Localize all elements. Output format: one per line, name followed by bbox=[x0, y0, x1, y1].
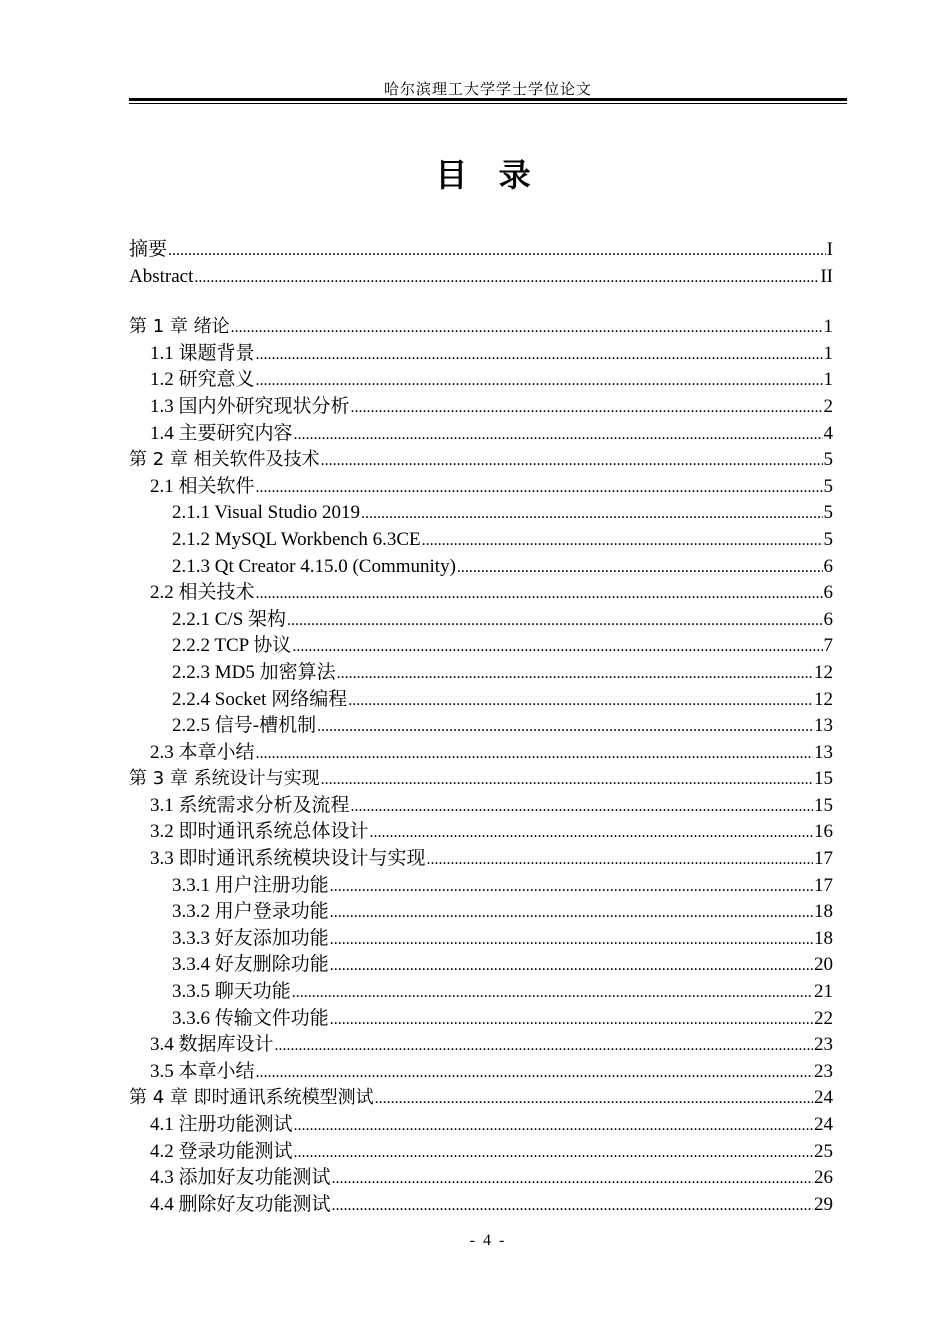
toc-page-number: 5 bbox=[823, 449, 833, 471]
toc-entry-title: 3.2 即时通讯系统总体设计 bbox=[150, 821, 369, 843]
toc-page-number: 6 bbox=[823, 582, 833, 604]
toc-dot-leader bbox=[292, 980, 813, 1007]
toc-entry[interactable] bbox=[129, 1192, 833, 1219]
toc-dot-leader bbox=[256, 741, 813, 768]
toc-entry-title: 2.2.3 MD5 加密算法 bbox=[172, 661, 336, 683]
toc-entry[interactable] bbox=[129, 474, 833, 501]
toc-entry[interactable] bbox=[129, 1139, 833, 1166]
toc-dot-leader bbox=[361, 501, 823, 528]
toc-entry[interactable] bbox=[129, 394, 833, 421]
toc-dot-leader bbox=[457, 555, 823, 582]
toc-page-number: 12 bbox=[814, 688, 833, 710]
toc-page-number: 22 bbox=[814, 1007, 833, 1029]
toc-page-number: 26 bbox=[814, 1167, 833, 1189]
toc-dot-leader bbox=[194, 265, 819, 292]
toc-entry-title: 3.3.4 好友删除功能 bbox=[172, 954, 329, 976]
toc-entry-title: 1.2 研究意义 bbox=[150, 369, 255, 391]
toc-chapter-entry[interactable] bbox=[129, 314, 833, 341]
toc-page-number: 2 bbox=[823, 395, 833, 417]
toc-page-number: 29 bbox=[814, 1193, 833, 1215]
toc-entry-title: 3.3.5 聊天功能 bbox=[172, 981, 291, 1003]
toc-dot-leader bbox=[351, 395, 823, 422]
toc-entry-title: 摘要 bbox=[129, 239, 168, 260]
toc-entry[interactable] bbox=[129, 1032, 833, 1059]
table-of-contents bbox=[129, 237, 833, 1218]
toc-entry[interactable] bbox=[129, 793, 833, 820]
toc-entry-title: 3.1 系统需求分析及流程 bbox=[150, 794, 350, 816]
toc-dot-leader bbox=[287, 608, 822, 635]
toc-entry[interactable] bbox=[129, 264, 833, 291]
toc-page-number: 18 bbox=[814, 901, 833, 923]
toc-entry-title: 3.3.6 传输文件功能 bbox=[172, 1007, 329, 1029]
toc-entry-title: 3.3.1 用户注册功能 bbox=[172, 874, 329, 896]
toc-dot-leader bbox=[351, 794, 813, 821]
toc-entry-title: 第 4 章 即时通讯系统模型测试 bbox=[129, 1087, 374, 1109]
page-title: 目 录 bbox=[435, 156, 541, 194]
toc-page-number: 15 bbox=[814, 768, 833, 790]
toc-dot-leader bbox=[256, 342, 823, 369]
toc-entry-title: 第 1 章 绪论 bbox=[129, 316, 230, 338]
toc-entry[interactable] bbox=[129, 926, 833, 953]
toc-entry-title: 4.1 注册功能测试 bbox=[150, 1114, 293, 1135]
toc-page-number: 5 bbox=[823, 502, 833, 524]
toc-page-number: 20 bbox=[814, 954, 833, 976]
toc-dot-leader bbox=[375, 1086, 813, 1113]
toc-dot-leader bbox=[294, 1140, 813, 1167]
toc-entry[interactable] bbox=[129, 237, 833, 264]
toc-entry[interactable] bbox=[129, 873, 833, 900]
toc-entry[interactable] bbox=[129, 660, 833, 687]
toc-page-number: 7 bbox=[823, 635, 833, 657]
toc-dot-leader bbox=[330, 874, 813, 901]
toc-dot-leader bbox=[275, 1033, 813, 1060]
toc-dot-leader bbox=[370, 820, 813, 847]
page-number-footer: - 4 - bbox=[469, 1232, 507, 1249]
header-rule-thin bbox=[129, 103, 847, 104]
toc-chapter-entry[interactable] bbox=[129, 766, 833, 793]
toc-entry[interactable] bbox=[129, 554, 833, 581]
toc-entry-title: 2.2.5 信号-槽机制 bbox=[172, 715, 317, 737]
toc-dot-leader bbox=[321, 448, 823, 475]
toc-dot-leader bbox=[422, 528, 823, 555]
toc-chapter-entry[interactable] bbox=[129, 447, 833, 474]
toc-entry[interactable] bbox=[129, 952, 833, 979]
toc-dot-leader bbox=[317, 714, 813, 741]
toc-page-number: 18 bbox=[814, 927, 833, 949]
toc-entry[interactable] bbox=[129, 1006, 833, 1033]
toc-page-number: II bbox=[820, 265, 833, 287]
toc-dot-leader bbox=[332, 1166, 813, 1193]
toc-entry-title: 1.4 主要研究内容 bbox=[150, 422, 293, 444]
toc-page-number: 13 bbox=[814, 715, 833, 737]
toc-page-number: 12 bbox=[814, 661, 833, 683]
toc-entry[interactable] bbox=[129, 500, 833, 527]
toc-entry-title: Abstract bbox=[129, 265, 194, 287]
toc-page-number: 1 bbox=[823, 369, 833, 391]
toc-page-number: 17 bbox=[814, 874, 833, 896]
toc-entry[interactable] bbox=[129, 819, 833, 846]
toc-entry-title: 4.4 删除好友功能测试 bbox=[150, 1193, 331, 1215]
toc-page-number: I bbox=[826, 239, 833, 260]
toc-page-number: 23 bbox=[814, 1034, 833, 1056]
toc-entry-title: 3.5 本章小结 bbox=[150, 1060, 255, 1082]
toc-entry[interactable] bbox=[129, 740, 833, 767]
toc-entry-title: 4.2 登录功能测试 bbox=[150, 1140, 293, 1162]
toc-entry-title: 2.1 相关软件 bbox=[150, 475, 255, 497]
toc-dot-leader bbox=[332, 1193, 813, 1220]
toc-dot-leader bbox=[337, 661, 813, 688]
toc-entry-title: 2.2.1 C/S 架构 bbox=[172, 608, 287, 630]
toc-page-number: 13 bbox=[814, 741, 833, 763]
toc-entry-title: 2.2.4 Socket 网络编程 bbox=[172, 688, 348, 710]
toc-dot-leader bbox=[330, 1007, 813, 1034]
toc-dot-leader bbox=[256, 475, 823, 502]
toc-entry-title: 1.3 国内外研究现状分析 bbox=[150, 395, 350, 417]
toc-page-number: 24 bbox=[814, 1114, 833, 1135]
toc-page-number: 1 bbox=[823, 316, 833, 338]
running-header: 哈尔滨理工大学学士学位论文 bbox=[383, 82, 592, 98]
toc-entry[interactable] bbox=[129, 899, 833, 926]
toc-dot-leader bbox=[330, 953, 813, 980]
toc-page-number: 24 bbox=[814, 1087, 833, 1109]
toc-entry-title: 2.1.2 MySQL Workbench 6.3CE bbox=[172, 528, 421, 550]
toc-page-number: 16 bbox=[814, 821, 833, 843]
toc-dot-leader bbox=[256, 1060, 813, 1087]
toc-entry[interactable] bbox=[129, 341, 833, 368]
toc-dot-leader bbox=[321, 767, 813, 794]
toc-page-number: 21 bbox=[814, 981, 833, 1003]
toc-entry[interactable] bbox=[129, 687, 833, 714]
toc-chapter-entry[interactable] bbox=[129, 1085, 833, 1112]
toc-page-number: 5 bbox=[823, 475, 833, 497]
toc-entry[interactable] bbox=[129, 633, 833, 660]
toc-entry[interactable] bbox=[129, 421, 833, 448]
toc-dot-leader bbox=[292, 634, 822, 661]
toc-dot-leader bbox=[330, 900, 813, 927]
toc-entry[interactable] bbox=[129, 367, 833, 394]
toc-page-number: 5 bbox=[823, 528, 833, 550]
toc-dot-leader bbox=[427, 847, 813, 874]
toc-dot-leader bbox=[256, 581, 823, 608]
toc-entry-title: 2.2.2 TCP 协议 bbox=[172, 635, 292, 657]
toc-dot-leader bbox=[348, 688, 813, 715]
toc-page-number: 15 bbox=[814, 794, 833, 816]
toc-page-number: 23 bbox=[814, 1060, 833, 1082]
toc-dot-leader bbox=[231, 315, 823, 342]
toc-entry-title: 3.3 即时通讯系统模块设计与实现 bbox=[150, 848, 426, 870]
toc-entry-title: 第 3 章 系统设计与实现 bbox=[129, 768, 320, 790]
toc-page-number: 1 bbox=[823, 342, 833, 364]
toc-entry[interactable] bbox=[129, 1112, 833, 1139]
toc-entry-title: 第 2 章 相关软件及技术 bbox=[129, 449, 320, 471]
toc-entry[interactable] bbox=[129, 607, 833, 634]
toc-entry[interactable] bbox=[129, 713, 833, 740]
toc-page-number: 6 bbox=[823, 608, 833, 630]
toc-entry-title: 1.1 课题背景 bbox=[150, 342, 255, 364]
toc-entry-title: 3.3.2 用户登录功能 bbox=[172, 901, 329, 923]
toc-entry[interactable] bbox=[129, 1059, 833, 1086]
header-rule-thick bbox=[129, 98, 847, 101]
toc-entry[interactable] bbox=[129, 1165, 833, 1192]
toc-page-number: 6 bbox=[823, 555, 833, 577]
toc-entry-title: 2.2 相关技术 bbox=[150, 582, 255, 604]
toc-dot-leader bbox=[168, 238, 826, 265]
toc-dot-leader bbox=[330, 927, 813, 954]
toc-entry-title: 3.4 数据库设计 bbox=[150, 1034, 274, 1056]
toc-entry[interactable] bbox=[129, 527, 833, 554]
toc-entry-title: 2.1.3 Qt Creator 4.15.0 (Community) bbox=[172, 555, 456, 577]
toc-entry-title: 2.1.1 Visual Studio 2019 bbox=[172, 502, 360, 524]
toc-page-number: 4 bbox=[823, 422, 833, 444]
toc-entry-title: 4.3 添加好友功能测试 bbox=[150, 1167, 331, 1189]
toc-entry-title: 2.3 本章小结 bbox=[150, 741, 255, 763]
toc-entry[interactable] bbox=[129, 580, 833, 607]
toc-page-number: 17 bbox=[814, 848, 833, 870]
toc-page-number: 25 bbox=[814, 1140, 833, 1162]
toc-entry[interactable] bbox=[129, 846, 833, 873]
toc-dot-leader bbox=[256, 368, 823, 395]
toc-entry-title: 3.3.3 好友添加功能 bbox=[172, 927, 329, 949]
toc-dot-leader bbox=[294, 1113, 813, 1140]
toc-dot-leader bbox=[294, 422, 823, 449]
toc-entry[interactable] bbox=[129, 979, 833, 1006]
